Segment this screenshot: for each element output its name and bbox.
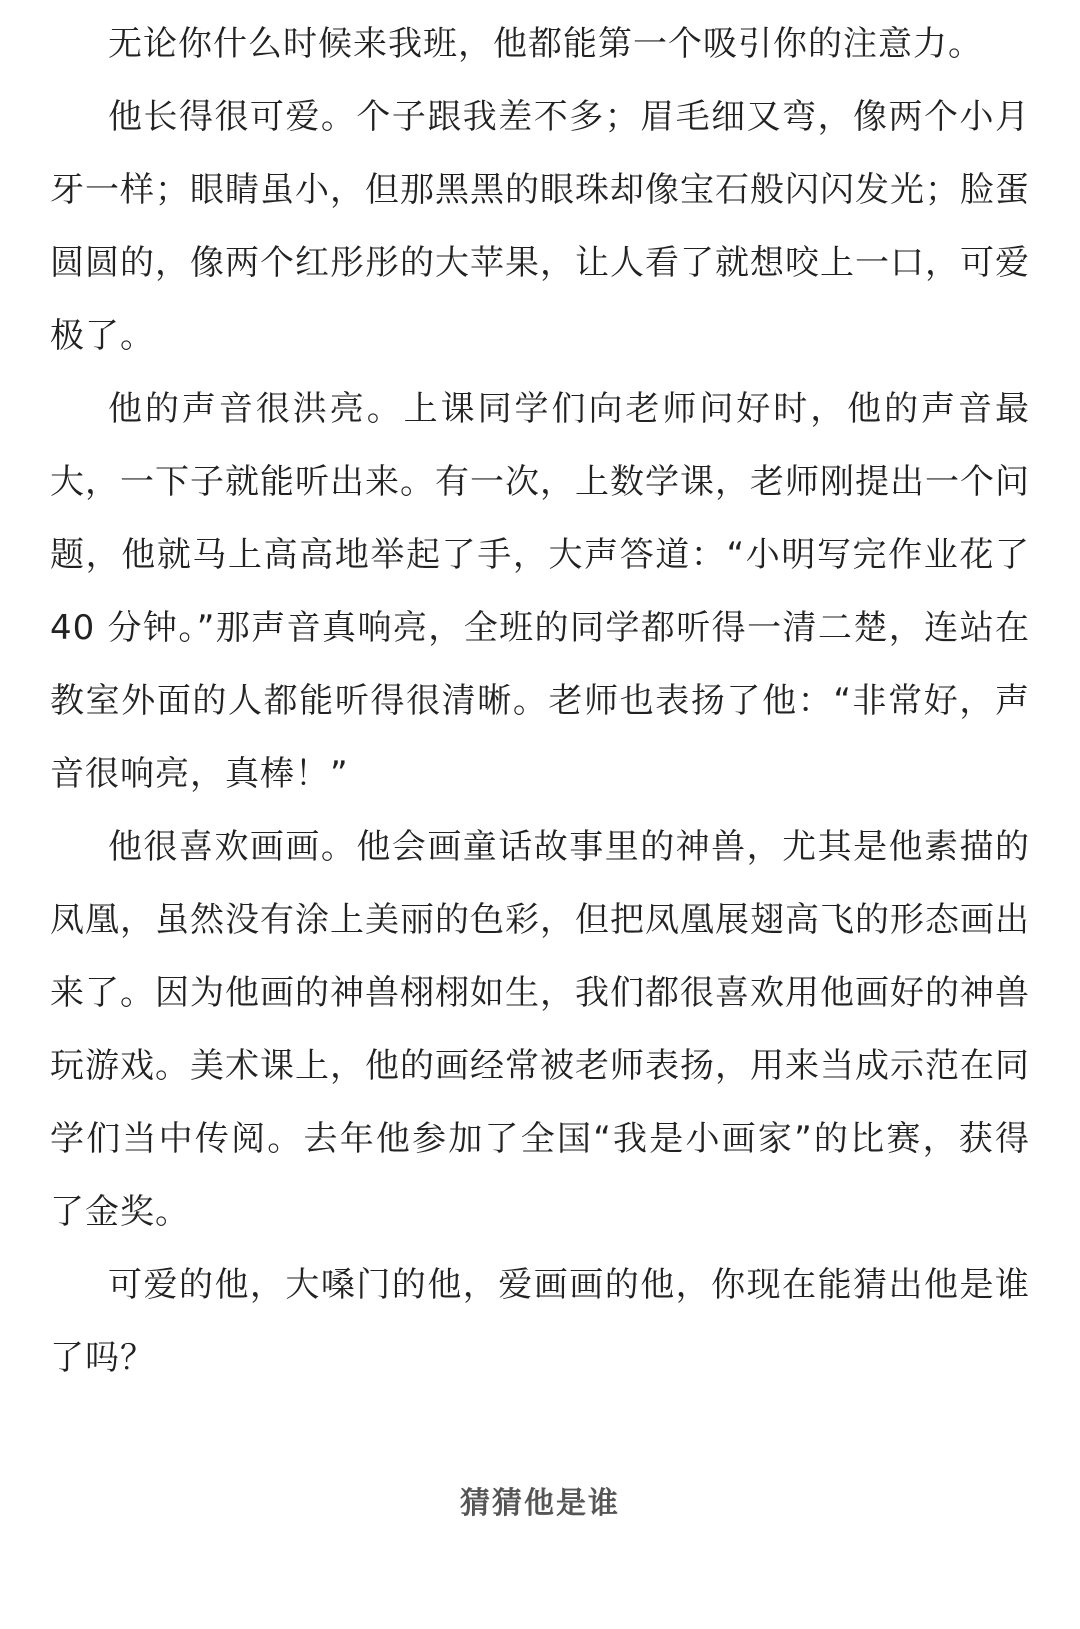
paragraph-intro: 无论你什么时候来我班，他都能第一个吸引你的注意力。 [108, 24, 983, 64]
paragraph-conclusion: 可爱的他，大嗓门的他，爱画画的他，你现在能猜出他是谁了吗？ [50, 1265, 1030, 1378]
paragraph-drawing: 他很喜欢画画。他会画童话故事里的神兽，尤其是他素描的凤凰，虽然没有涂上美丽的色彩，但把凤凰展翅高飞的形态画出来了。因为他画的神兽栩栩如生，我们都很喜欢用他画好的神兽玩游戏。美术课上，他的画经常被老师表扬，用来当成示范在同学们当中传阅。去年他参加了全国“我是小画家”的比赛，获得了金奖。 [50, 827, 1030, 1232]
paragraph-appearance: 他长得很可爱。个子跟我差不多；眉毛细又弯，像两个小月牙一样；眼睛虽小，但那黑黑的眼珠却像宝石般闪闪发光；脸蛋圆圆的，像两个红彤彤的大苹果，让人看了就想咬上一口，可爱极了。 [50, 97, 1030, 356]
paragraph-voice: 他的声音很洪亮。上课同学们向老师问好时，他的声音最大，一下子就能听出来。有一次，上数学课，老师刚提出一个问题，他就马上高高地举起了手，大声答道：“小明写完作业花了 40 分钟。”那声音真响亮，全班的同学都听得一清二楚，连站在教室外面的人都能听得很清晰。老师也表扬了他：“非常好，声音很响亮，真棒！” [50, 389, 1030, 794]
article-body [50, 0, 1030, 1395]
title-caption: 猜猜他是谁 [460, 1486, 620, 1521]
